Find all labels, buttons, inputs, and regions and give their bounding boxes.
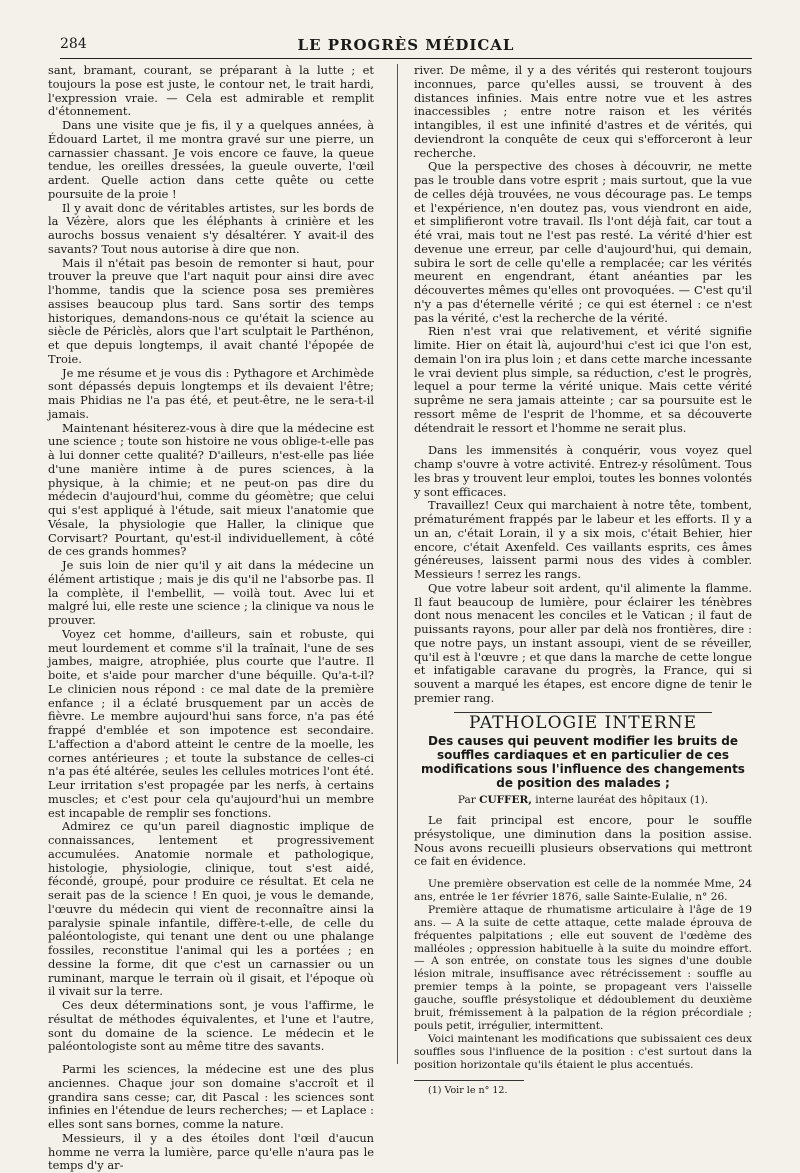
article-paragraph: Une première observation est celle de la nommée Mme, 24 ans, entrée le 1er février 1876, salle Sainte-Eulalie, n° 26.	[414, 878, 752, 903]
paragraph: river. De même, il y a des vérités qui resteront toujours inconnues, parce qu'elles aussi, se trouvent à des distances infinies. Mais entre notre vue et les astres inaccessibles ; entre notre raison et les vérités intangibles, il est une infinité d'astres et de vérités, qui deviendront la conquête de ceux qui s'efforceront à leur recherche.	[414, 63, 752, 160]
article-title: Des causes qui peuvent modifier les bruits de souffles cardiaques et en particulier de ces modifications sous l'influence des changements de position des malades ;	[421, 734, 745, 791]
header-rule	[60, 58, 752, 59]
left-column	[48, 64, 374, 1173]
paragraph: Que votre labeur soit ardent, qu'il alimente la flamme. Il faut beaucoup de lumière, pour éclairer les ténèbres dont nous menacent les conciles et le Vatican ; il faut de puissants rayons, pour aller par delà nos frontières, dire : que notre pays, un instant assoupi, vient de se réveiller, qu'il est à l'œuvre ; et que dans la marche de cette longue et infatigable caravane du progrès, la France, qui si souvent a marqué les étapes, est encore digne de tenir le premier rang.	[414, 580, 752, 705]
section-heading: PATHOLOGIE INTERNE	[468, 712, 698, 733]
paragraph: Messieurs, il y a des étoiles dont l'œil d'aucun homme ne verra la lumière, parce qu'elle n'aura pas le temps d'y ar-	[48, 1130, 374, 1173]
byline-author: CUFFER,	[479, 794, 532, 807]
paragraph: Dans une visite que je fis, il y a quelques années, à Édouard Lartet, il me montra gravé sur une pierre, un carnassier chassant. Je vois encore ce fauve, la queue tendue, les oreilles dressées, la gueule ouverte, l'œil ardent. Quelle action dans cette quête ou cette poursuite de la proie !	[48, 118, 374, 201]
paragraph: Il y avait donc de véritables artistes, sur les bords de la Vézère, alors que les éléphants à crinière et les aurochs bossus venaient s'y désaltérer. Y avait-il des savants? Tout nous autorise à dire que non.	[48, 200, 374, 256]
paragraph: Travaillez! Ceux qui marchaient à notre tête, tombent, prématurément frappés par le labeur et les efforts. Il y a un an, c'était Lorain, il y a six mois, c'était Behier, hier encore, c'était Axenfeld. Ces vaillants esprits, ces âmes généreuses, laissent parmi nous des vides à combler. Messieurs ! serrez les rangs.	[414, 498, 752, 581]
article-paragraph: Le fait principal est encore, pour le souffle présystolique, une diminution dans la position assise. Nous avons recueilli plusieurs observations qui mettront ce fait en évidence.	[414, 813, 752, 869]
column-divider	[397, 64, 398, 1064]
footnote-rule	[414, 1080, 524, 1081]
paragraph: Mais il n'était pas besoin de remonter si haut, pour trouver la preuve que l'art naquit pour ainsi dire avec l'homme, tandis que la science posa ses premières assises beaucoup plus tard. Sans sortir des temps historiques, demandons-nous ce qu'était la science au siècle de Périclès, alors que l'art sculptait le Parthénon, et que depuis longtemps, il avait chanté l'épopée de Troie.	[48, 255, 374, 366]
paragraph: Que la perspective des choses à découvrir, ne mette pas le trouble dans votre esprit ; mais surtout, que la vue de celles déjà trouvées, ne vous décourage pas. Le temps et l'expérience, n'en doutez pas, vous viendront en aide, et simplifieront votre travail. Ils l'ont déjà fait, car tout a été vrai, mais tout ne l'est pas resté. La vérité d'hier est devenue une erreur, par celle d'aujourd'hui, qui demain, subira le sort de celle qu'elle a remplacée; car les vérités meurent en engendrant, étant anéanties par les découvertes mêmes qu'elles ont provoquées. — C'est qu'il n'y a pas d'éternelle vérité ; ce qui est éternel : ce n'est pas la vérité, c'est la recherche de la vérité.	[414, 159, 752, 325]
article-paragraph: Voici maintenant les modifications que subissaient ces deux souffles sous l'influence de la position : c'est surtout dans la position horizontale qu'ils étaient le plus accentués.	[414, 1032, 752, 1071]
paragraph: Rien n'est vrai que relativement, et vérité signifie limite. Hier on était là, aujourd'hui c'est ici que l'on est, demain l'on ira plus loin ; et dans cette marche incessante le vrai devient plus simple, sa réduction, c'est le progrès, lequel a pour terme la vérité unique. Mais cette vérité suprême ne sera jamais atteinte ; car sa poursuite est le ressort même de l'esprit de l'homme, et sa découverte détendrait le ressort et l'homme ne serait plus.	[414, 324, 752, 435]
byline-prefix: Par	[457, 794, 476, 807]
paragraph: sant, bramant, courant, se préparant à la lutte ; et toujours la pose est juste, le contour net, le trait hardi, l'expression vraie. — Cela est admirable et remplit d'étonnement.	[48, 63, 374, 119]
paragraph: Parmi les sciences, la médecine est une des plus anciennes. Chaque jour son domaine s'accroît et il grandira sans cesse; car, dit Pascal : les sciences sont infinies en l'étendue de leurs recherches; — et Laplace : elles sont sans bornes, comme la nature.	[48, 1062, 374, 1131]
paragraph: Voyez cet homme, d'ailleurs, sain et robuste, qui meut lourdement et comme s'il la traînait, l'une de ses jambes, maigre, atrophiée, plus courte que l'autre. Il boite, et s'aide pour marcher d'une béquille. Qu'a-t-il? Le clinicien nous répond : ce mal date de la première enfance ; il a éclaté brusquement par un accès de fièvre. Le membre aujourd'hui sans force, n'a pas été frappé d'emblée et son impotence est secondaire. L'affection a d'abord atteint le centre de la moelle, les cornes antérieures ; et toute la substance de celles-ci n'a pas été altérée, seules les cellules motrices l'ont été. Leur irritation s'est propagée par les nerfs, à certains muscles; et c'est pour cela qu'aujourd'hui un membre est incapable de remplir ses fonctions.	[48, 626, 375, 820]
right-column	[414, 64, 752, 1097]
article-paragraph: Première attaque de rhumatisme articulaire à l'âge de 19 ans. — A la suite de cette attaque, cette malade éprouva de fréquentes palpitations ; elle eut souvent de l'œdème des malléoles ; oppression habituelle à la suite du moindre effort. — A son entrée, on constate tous les signes d'une double lésion mitrale, insuffisance avec rétrécissement : souffle au premier temps à la pointe, se propageant vers l'aisselle gauche, souffle présystolique et dédoublement du deuxième bruit, frémissement à la palpation de la région précordiale ; pouls petit, irrégulier, intermittent.	[414, 903, 752, 1032]
paragraph: Ces deux déterminations sont, je vous l'affirme, le résultat de méthodes équivalentes, et l'une et l'autre, sont du domaine de la science. Le médecin et le paléontologiste sont au même titre des savants.	[48, 998, 374, 1054]
paragraph: Maintenant hésiterez-vous à dire que la médecine est une science ; toute son histoire ne vous oblige-t-elle pas à lui donner cette qualité? D'ailleurs, n'est-elle pas liée d'une manière intime à de pures sciences, à la physique, à la chimie; et ne peut-on pas dire du médecin d'aujourd'hui, comme du géomètre; que celui qui s'est appliqué à l'étude, sait mieux l'anatomie que Vésale, la physiologie que Haller, la clinique que Corvisart? Pourtant, qu'est-il individuellement, à côté de ces grands hommes?	[48, 420, 374, 559]
journal-title: LE PROGRÈS MÉDICAL	[297, 36, 515, 54]
paragraph: Admirez ce qu'un pareil diagnostic implique de connaissances, lentement et progressivement accumulées. Anatomie normale et pathologique, histologie, physiologie, clinique, tout s'est aidé, fécondé, groupé, pour produire ce résultat. Et cela ne serait pas de la science ! En quoi, je vous le demande, l'œuvre du médecin qui vient de reconnaître ainsi la paralysie spinale infantile, diffère-t-elle, de celle du paléontologiste, qui tenant une dent ou une phalange fossiles, reconstitue l'animal qui les a portées ; en dessine la forme, dit que c'est un carnassier ou un ruminant, marque le terrain où il gisait, et l'époque où il vivait sur la terre.	[48, 819, 374, 999]
paragraph: Je suis loin de nier qu'il y ait dans la médecine un élément artistique ; mais je dis qu'il ne l'absorbe pas. Il la complète, il l'embellit, — voilà tout. Avec lui et malgré lui, elle reste une science ; la clinique va nous le prouver.	[48, 558, 374, 627]
page-header	[60, 36, 752, 58]
paragraph: Je me résume et je vous dis : Pythagore et Archimède sont dépassés depuis longtemps et ils devaient l'être; mais Phidias ne l'a pas été, et peut-être, ne le sera-t-il jamais.	[48, 365, 374, 421]
byline	[414, 794, 752, 808]
paragraph: Dans les immensités à conquérir, vous voyez quel champ s'ouvre à votre activité. Entrez-y résolûment. Tous les bras y trouvent leur emploi, toutes les bonnes volontés y sont efficaces.	[414, 443, 752, 499]
page-number: 284	[60, 36, 87, 52]
byline-suffix: interne lauréat des hôpitaux (1).	[535, 794, 709, 807]
footnote: (1) Voir le n° 12.	[428, 1084, 508, 1096]
